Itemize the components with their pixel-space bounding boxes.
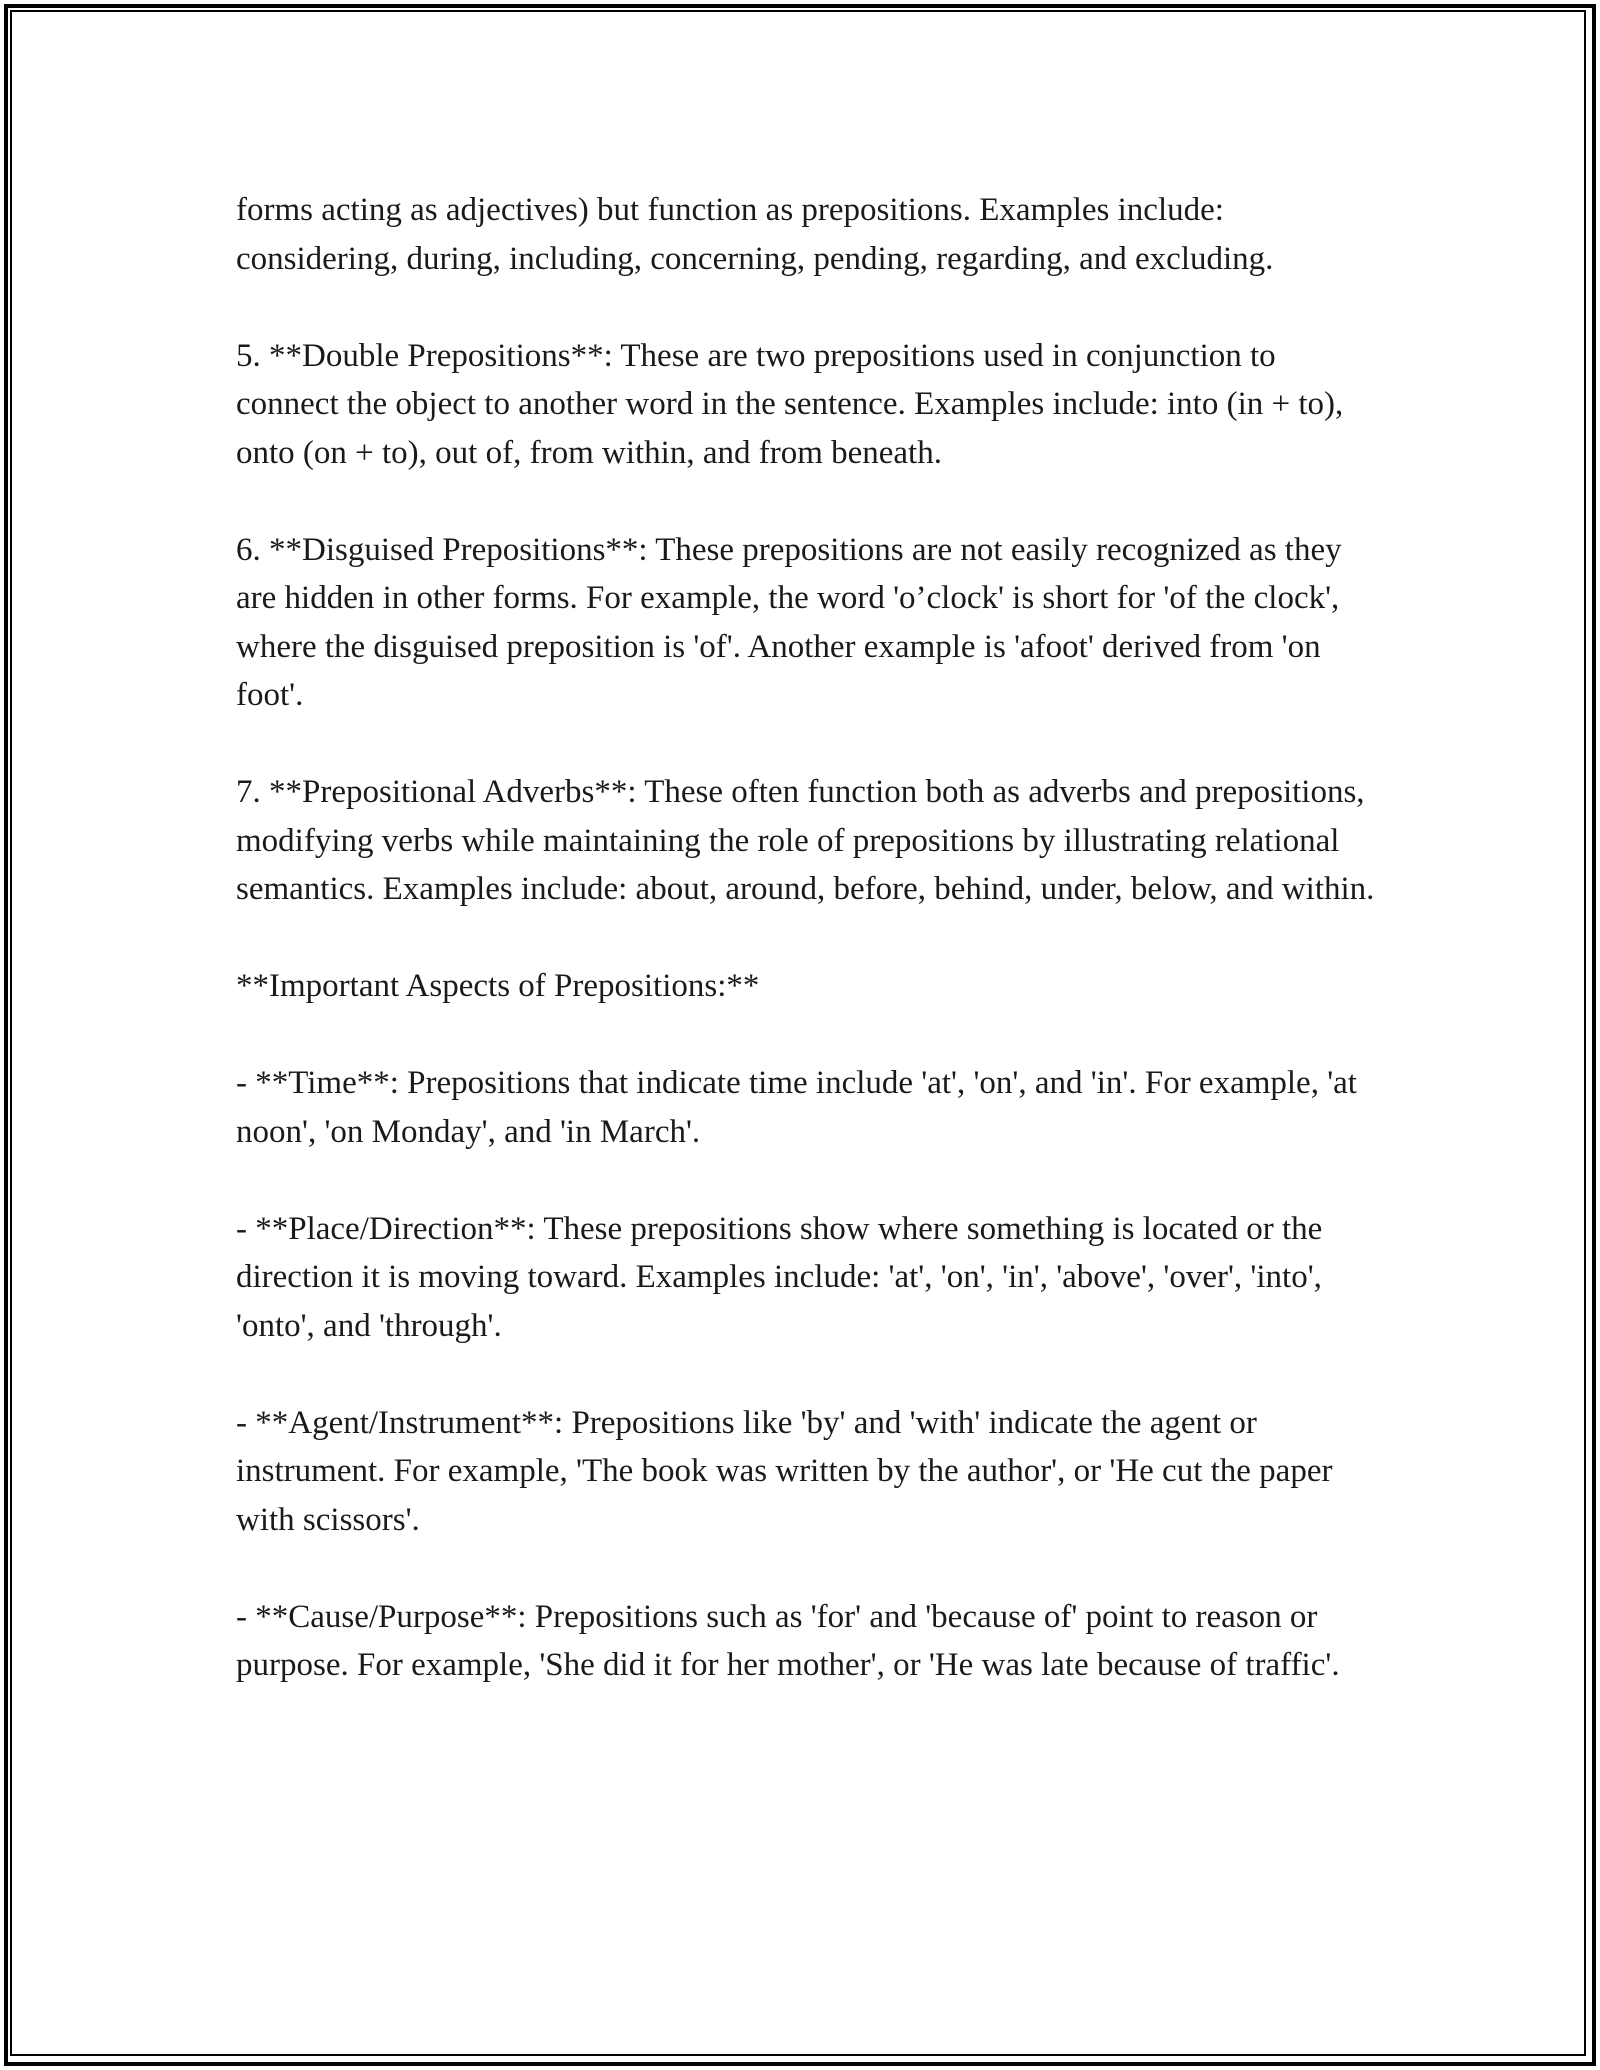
- paragraph-place-direction: - **Place/Direction**: These prepositions show where something is located or the direction it is moving toward. Examples include: 'at', 'on', 'in', 'above', 'over', 'into', 'onto', and 'through'.: [236, 1210, 1323, 1344]
- paragraph-double-prepositions: 5. **Double Prepositions**: These are two prepositions used in conjunction to connect the object to another word in the sentence. Examples include: into (in + to), onto (on + to), out of, from within, and from beneath.: [236, 337, 1344, 471]
- paragraph-participle-prepositions-continued: forms acting as adjectives) but function as prepositions. Examples include: considering, during, including, concerning, pending, regarding, and excluding.: [236, 192, 1274, 277]
- document-body: [236, 186, 1376, 1690]
- paragraph-prepositional-adverbs: 7. **Prepositional Adverbs**: These often function both as adverbs and prepositions, modifying verbs while maintaining the role of prepositions by illustrating relational semantics. Examples include: about, around, before, behind, under, below, and within.: [236, 774, 1375, 907]
- section-heading-important-aspects: **Important Aspects of Prepositions:**: [236, 968, 760, 1004]
- paragraph-cause-purpose: - **Cause/Purpose**: Prepositions such as 'for' and 'because of' point to reason or purpose. For example, 'She did it for her mother', or 'He was late because of traffic'.: [236, 1598, 1340, 1683]
- paragraph-time: - **Time**: Prepositions that indicate time include 'at', 'on', and 'in'. For example, 'at noon', 'on Monday', and 'in March'.: [236, 1065, 1357, 1150]
- paragraph-disguised-prepositions: 6. **Disguised Prepositions**: These prepositions are not easily recognized as they are hidden in other forms. For example, the word 'o’clock' is short for 'of the clock', where the disguised preposition is 'of'. Another example is 'afoot' derived from 'on foot'.: [236, 531, 1342, 713]
- paragraph-agent-instrument: - **Agent/Instrument**: Prepositions like 'by' and 'with' indicate the agent or instrument. For example, 'The book was written by the author', or 'He cut the paper with scissors'.: [236, 1404, 1333, 1538]
